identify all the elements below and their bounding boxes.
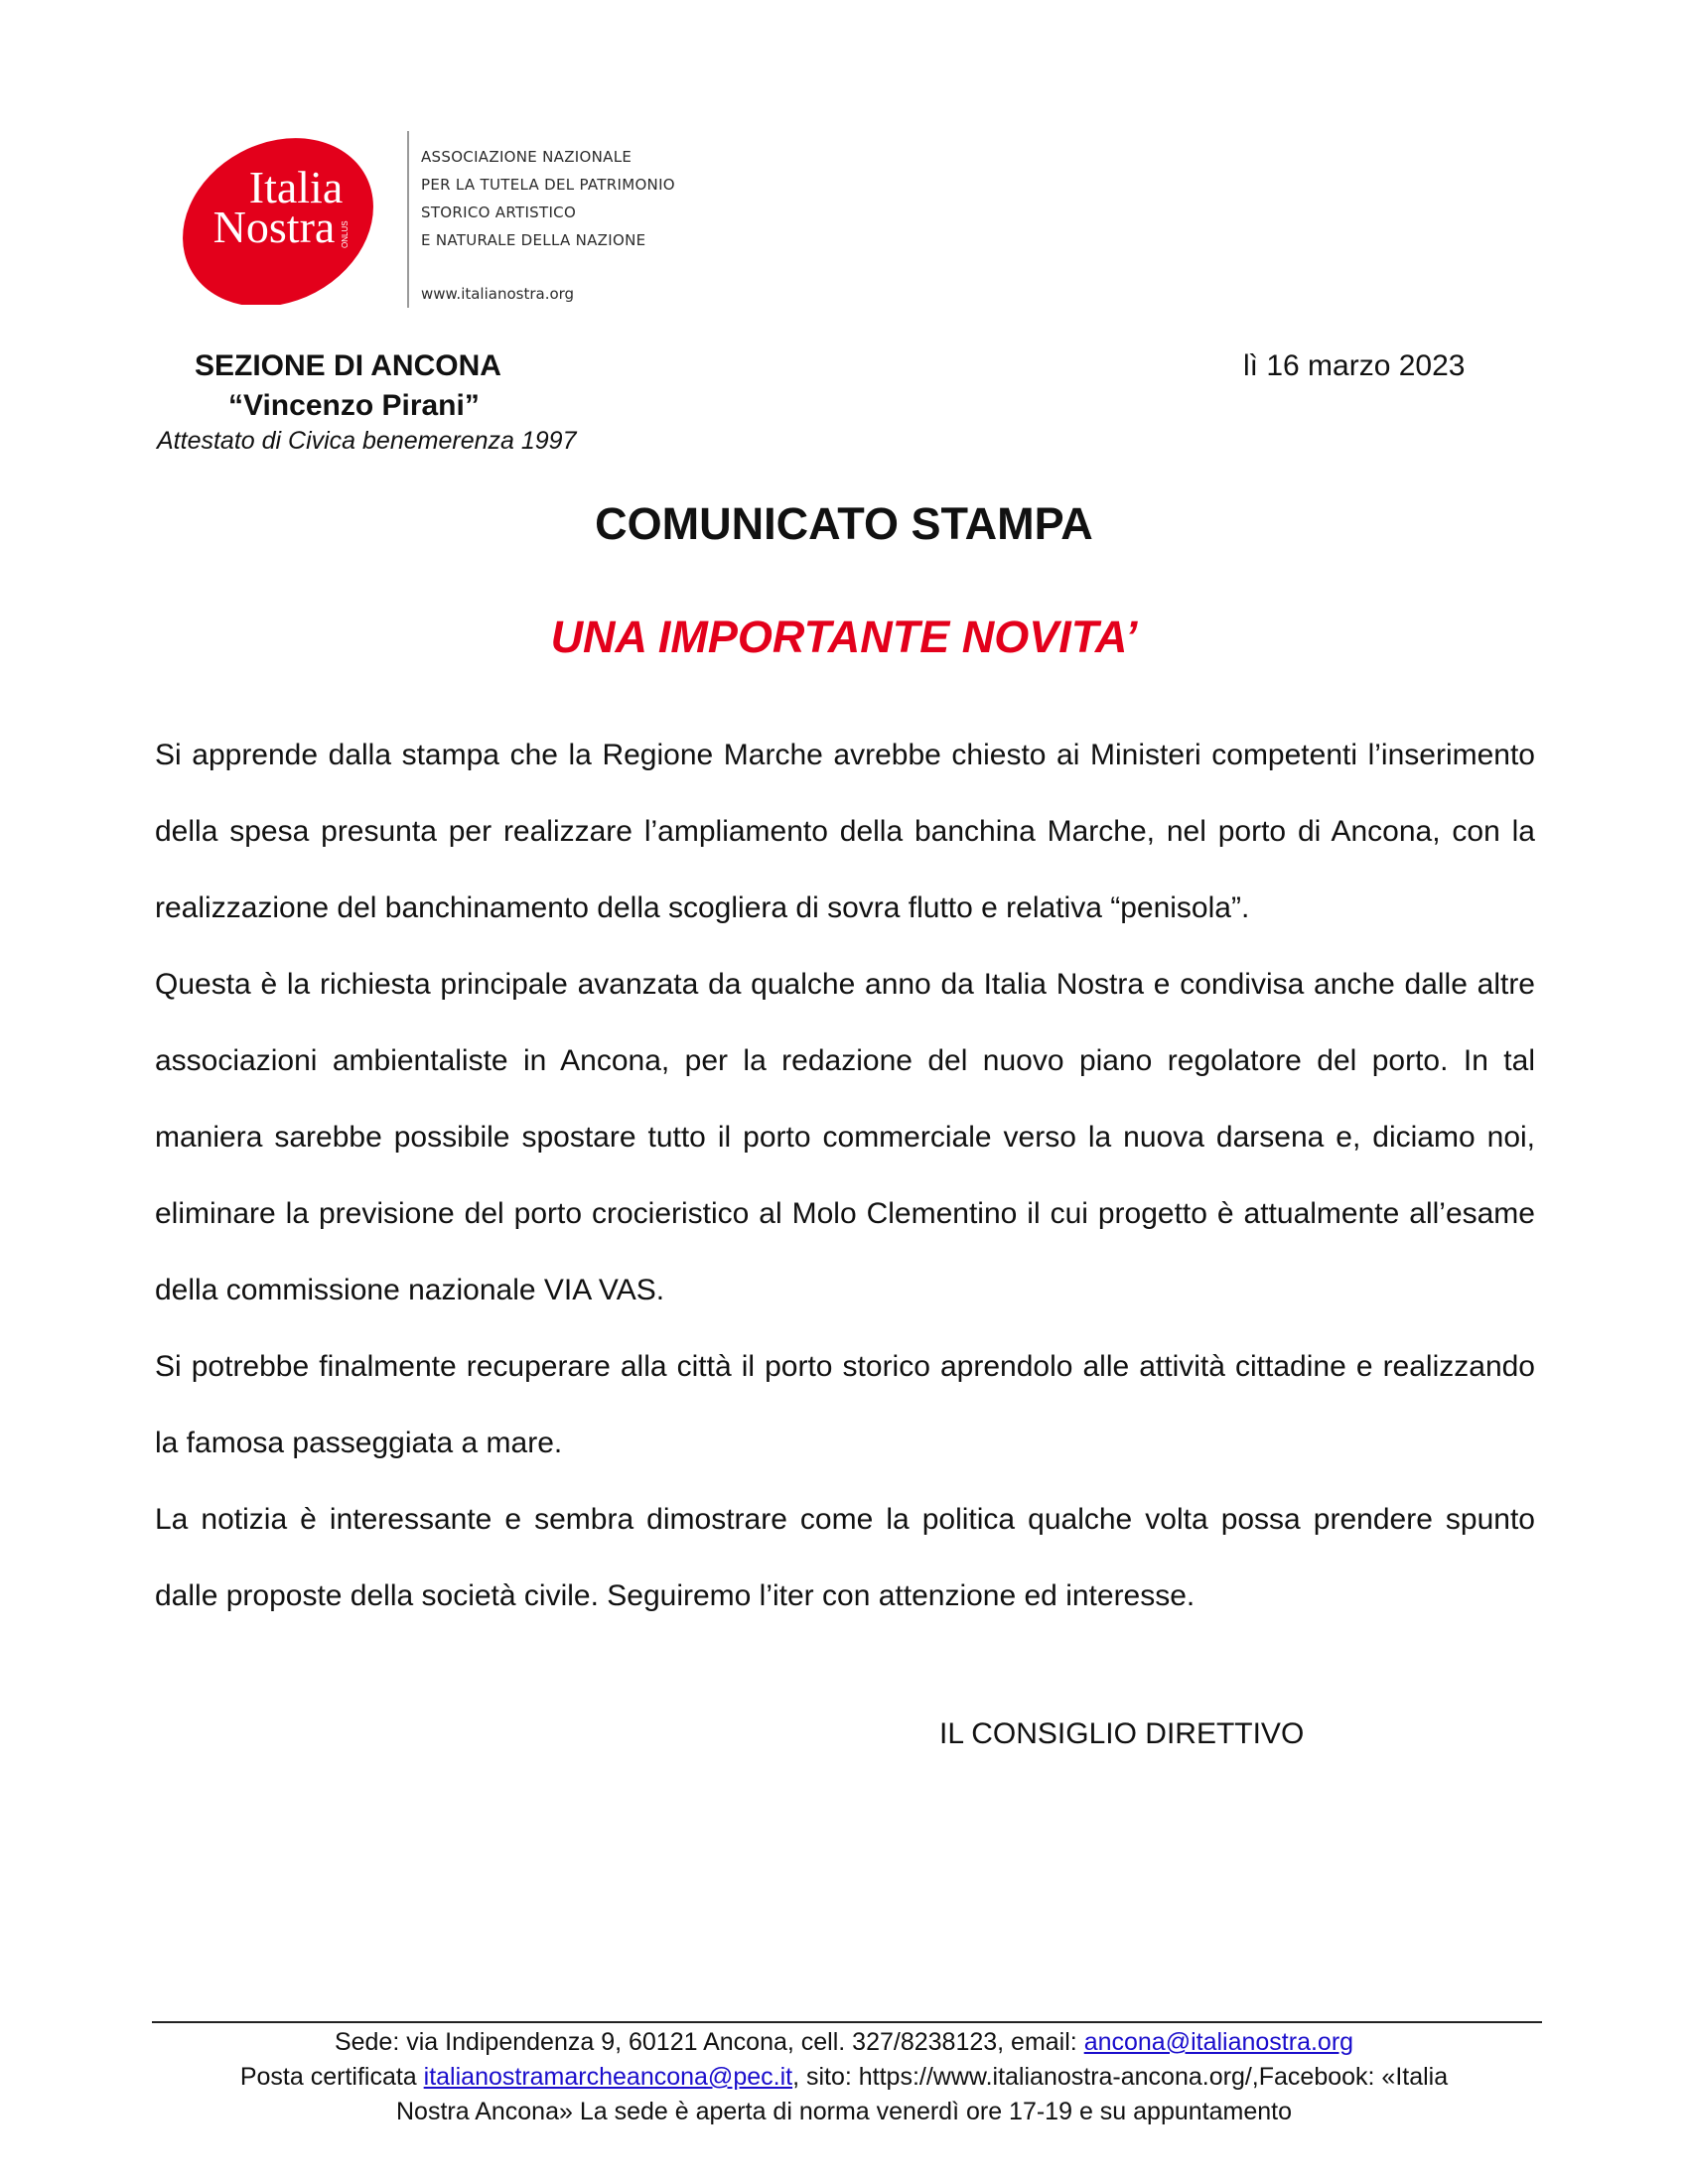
association-line: ASSOCIAZIONE NAZIONALE [421, 148, 633, 166]
footer-address-text: Sede: via Indipendenza 9, 60121 Ancona, cell. 327/8238123, email: [334, 2028, 1084, 2056]
logo-word-italia: Italia [248, 162, 344, 212]
footer-site-text: , sito: https://www.italianostra-ancona.org/,Facebook: «Italia [792, 2063, 1449, 2091]
association-website: www.italianostra.org [421, 285, 575, 303]
association-line: STORICO ARTISTICO [421, 204, 577, 221]
italia-nostra-logo [177, 131, 380, 305]
section-award: Attestato di Civica benemerenza 1997 [157, 427, 577, 455]
footer-pec-label: Posta certificata [239, 2063, 424, 2091]
association-line: PER LA TUTELA DEL PATRIMONIO [421, 176, 675, 194]
footer-line-address [119, 2025, 1569, 2060]
body-paragraph: Si potrebbe finalmente recuperare alla città il porto storico aprendolo alle attività cittadine e realizzando la famosa passeggiata a mare. [155, 1350, 1535, 1459]
association-description [421, 143, 675, 254]
document-body [155, 717, 1535, 1634]
association-line: E NATURALE DELLA NAZIONE [421, 231, 646, 249]
body-paragraph: La notizia è interessante e sembra dimostrare come la politica qualche volta possa prendere spunto dalle proposte della società civile. Seguiremo l’iter con attenzione ed interesse. [155, 1503, 1535, 1612]
section-subname: “Vincenzo Pirani” [228, 389, 480, 422]
document-title: COMUNICATO STAMPA [595, 498, 1093, 549]
footer-pec-link[interactable]: italianostramarcheancona@pec.it [423, 2063, 793, 2091]
footer [119, 2025, 1569, 2129]
header-logo-block [177, 131, 693, 310]
body-paragraph: Si apprende dalla stampa che la Regione Marche avrebbe chiesto ai Ministeri competenti l’inserimento della spesa presunta per realizzare l’ampliamento della banchina Marche, nel porto di Ancona, con la realizzazione del banchinamento della scogliera di sovra flutto e relativa “penisola”. [155, 739, 1535, 924]
footer-line-contacts [119, 2060, 1569, 2095]
logo-word-nostra: Nostra [212, 202, 336, 252]
footer-line-hours: Nostra Ancona» La sede è aperta di norma venerdì ore 17-19 e su appuntamento [396, 2098, 1292, 2125]
footer-email-link[interactable]: ancona@italianostra.org [1083, 2028, 1354, 2056]
document-date: lì 16 marzo 2023 [1243, 349, 1466, 382]
footer-divider [152, 2021, 1542, 2023]
document-subtitle: UNA IMPORTANTE NOVITA’ [550, 612, 1138, 662]
body-paragraph: Questa è la richiesta principale avanzata da qualche anno da Italia Nostra e condivisa anche dalle altre associazioni ambientaliste in Ancona, per la redazione del nuovo piano regolatore del porto. In tal maniera sarebbe possibile spostare tutto il porto commerciale verso la nuova darsena e, diciamo noi, eliminare la previsione del porto crocieristico al Molo Clementino il cui progetto è attualmente all’esame della commissione nazionale VIA VAS. [155, 968, 1535, 1306]
section-name: SEZIONE DI ANCONA [195, 349, 501, 382]
signature: IL CONSIGLIO DIRETTIVO [939, 1717, 1305, 1750]
logo-tag-onlus: ONLUS [341, 220, 350, 248]
logo-divider [407, 131, 409, 308]
